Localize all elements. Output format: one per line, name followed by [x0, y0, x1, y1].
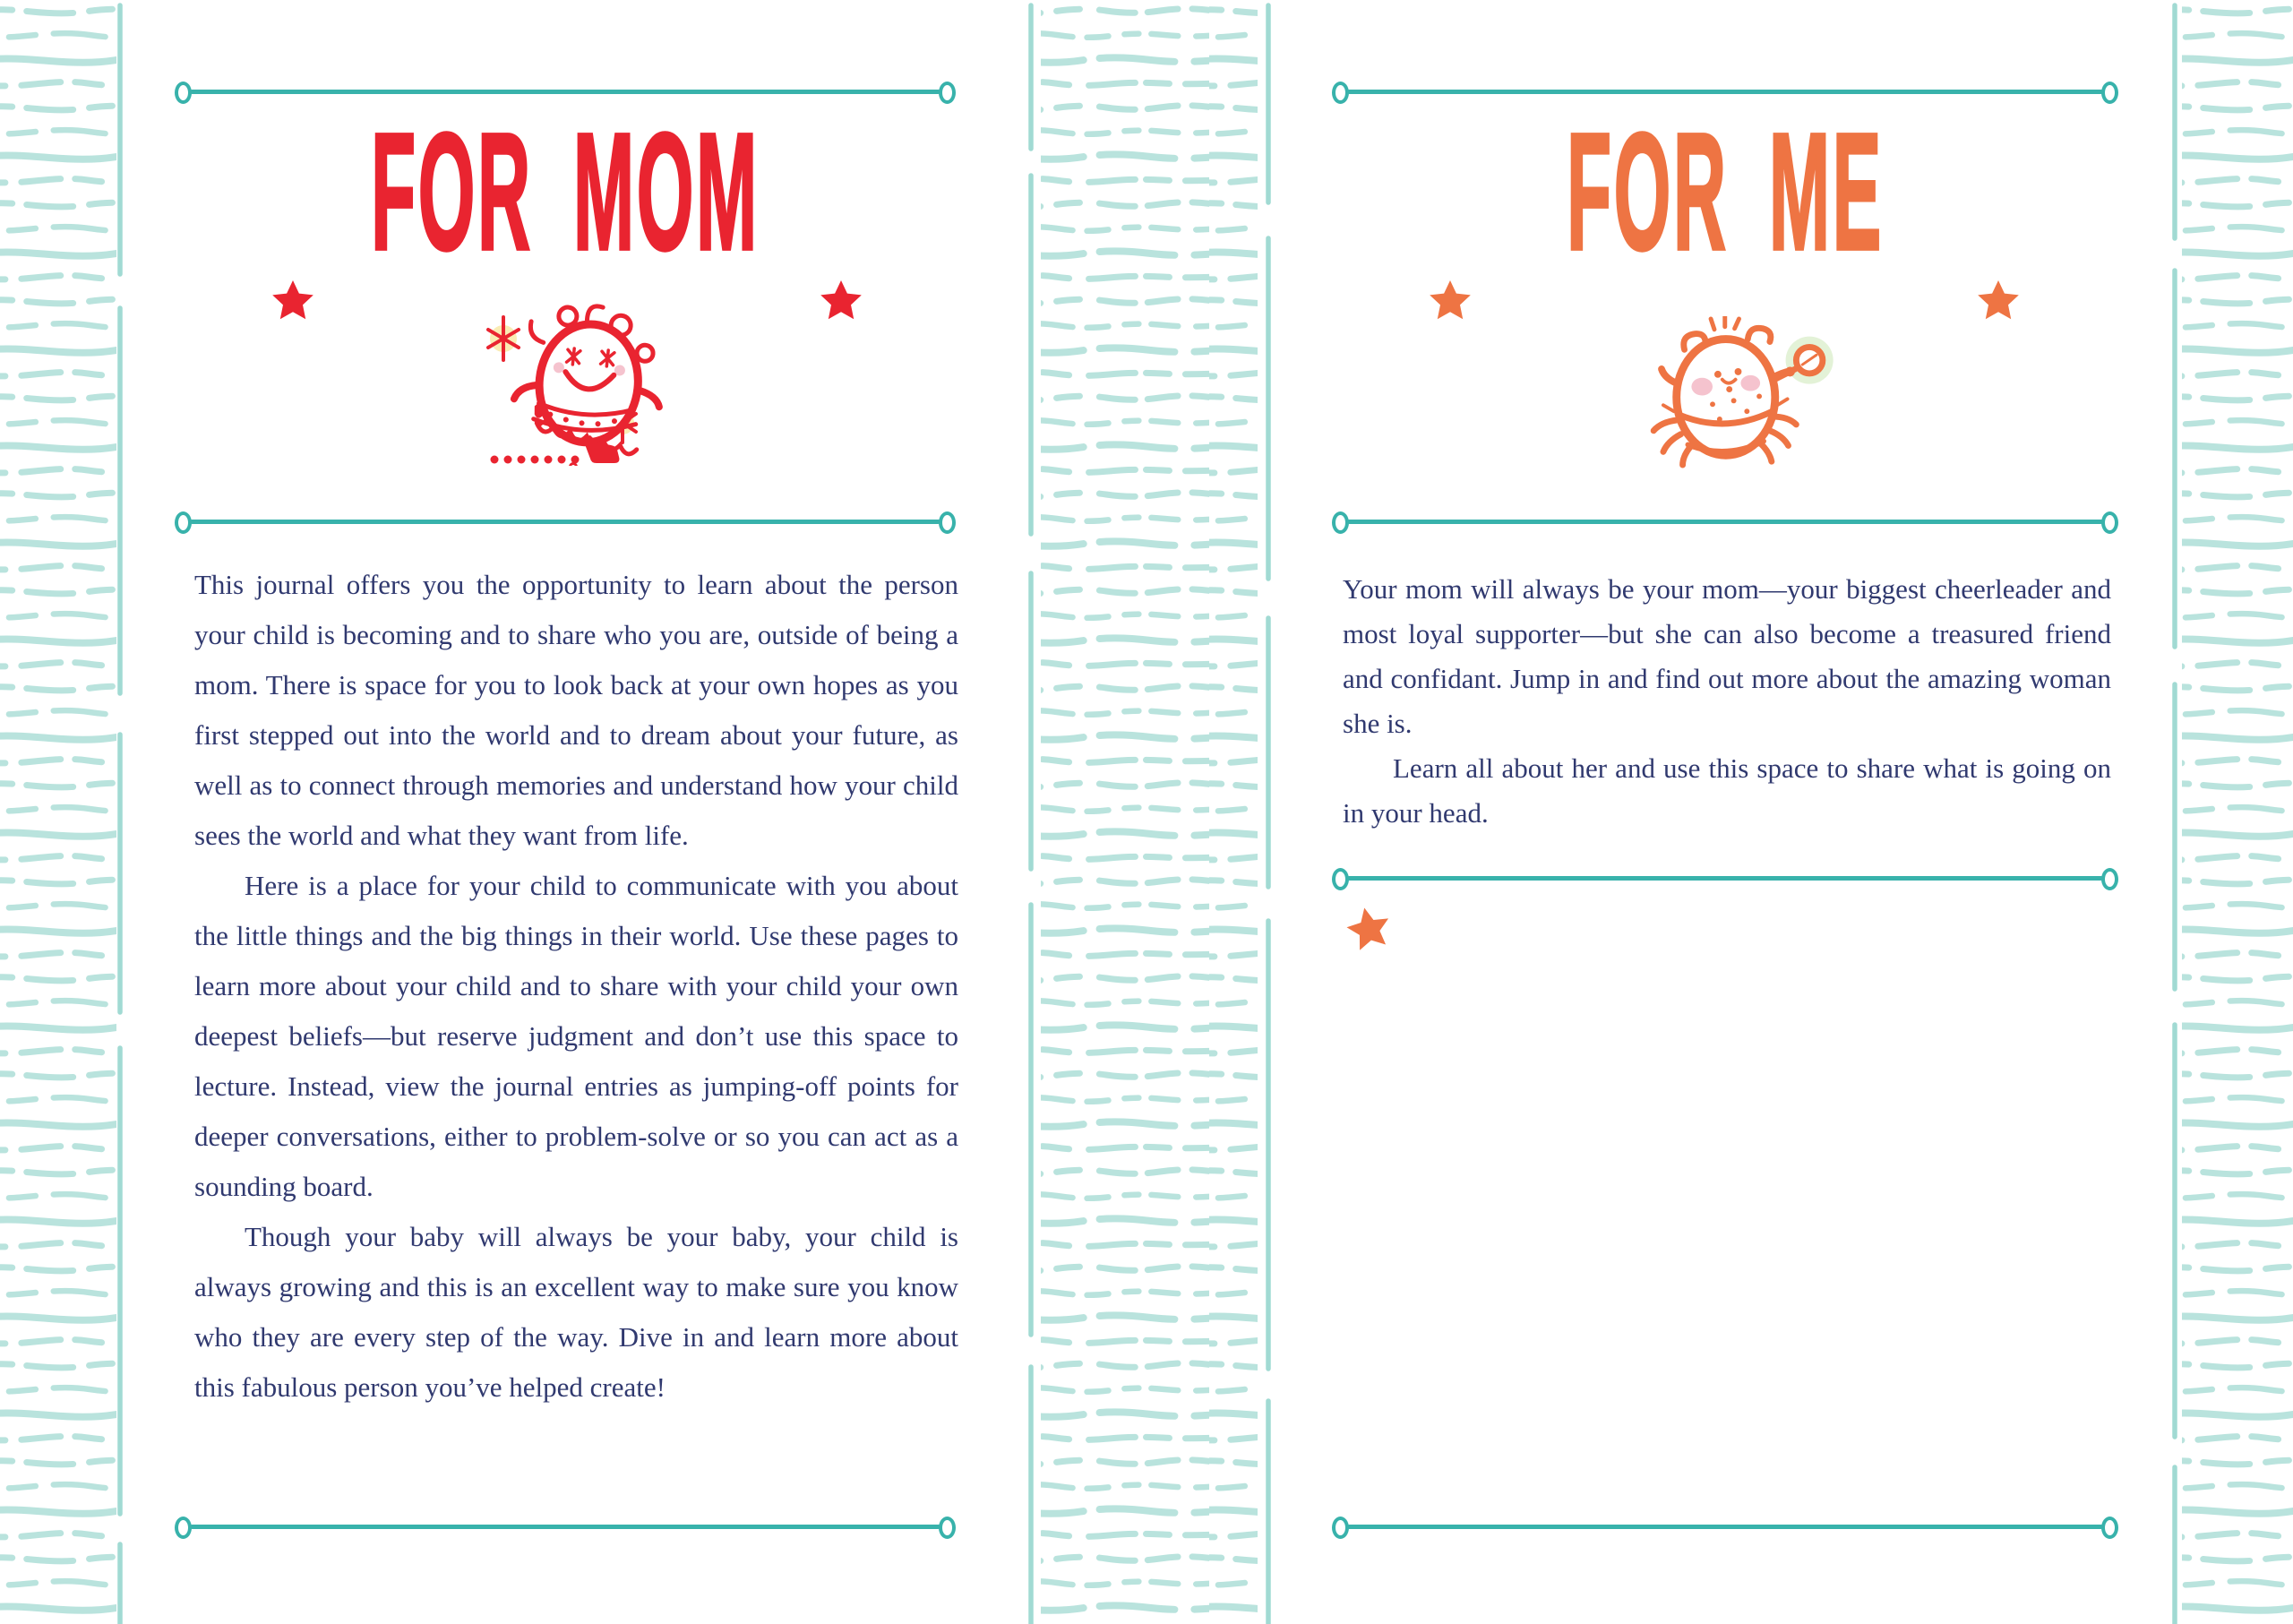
divider-rule-top: [1347, 90, 2103, 94]
star-icon: [820, 279, 862, 321]
divider-rule-mid: [1347, 520, 2103, 524]
star-icon: [1978, 279, 2019, 321]
right-page: [1336, 0, 2114, 1624]
trail-dots: [491, 456, 580, 464]
paragraph: Though your baby will always be your baby, your child is always growing and this is an excellent way to make sure you know who they are every step of the way. Dive in and learn more about this fabulous person you’ve helped create!: [194, 1221, 958, 1403]
star-icon: [272, 279, 313, 321]
divider-rule-bottom: [1347, 1525, 2103, 1529]
paragraph: This journal offers you the opportunity to learn about the person your child is becoming and to share who you are, outside of being a mom. There is space for you to look back at your own hopes as you first stepped out into the world and to dream about your future, as well as to connect through memories and understand how your child sees the world and what they want from life.: [194, 569, 958, 851]
divider-rule-entry: [1347, 876, 2103, 881]
skating-monster-illustration: [482, 296, 706, 466]
left-page: [179, 0, 958, 1624]
page-title: FOR ME: [1567, 99, 1884, 286]
paragraph: Here is a place for your child to communicate with you about the little things and the big things in their world. Use these pages to learn more about your child and to share with your child your own deepest beliefs—but reserve judgment and don’t use this space to lecture. Instead, view the journal entries as jumping-off points for deeper conversations, either to problem-solve or so you can act as a sounding board.: [194, 870, 958, 1202]
divider-rule-bottom: [190, 1525, 940, 1529]
right-border-texture: [2175, 0, 2293, 1624]
gutter-texture: [1031, 0, 1268, 1624]
paragraph: Your mom will always be your mom—your biggest cheerleader and most loyal supporter—but she can also become a treasured friend and confidant. Jump in and find out more about the amazing woman she is.: [1343, 573, 2111, 739]
page-title: FOR MOM: [371, 99, 760, 286]
left-border-texture: [0, 0, 120, 1624]
intro-text: [1343, 567, 2111, 836]
divider-rule-mid: [190, 520, 940, 524]
sparkle-icon: [488, 317, 519, 360]
intro-text: [194, 560, 958, 1413]
divider-rule-top: [190, 90, 940, 94]
title-row: [1336, 99, 2114, 286]
baby-monster-illustration: [1635, 316, 1842, 470]
star-icon-accent: [1344, 903, 1395, 954]
paragraph: Learn all about her and use this space to share what is going on in your head.: [1343, 752, 2111, 829]
title-row: [179, 99, 951, 286]
monster-hand: [1785, 367, 1795, 377]
star-icon: [1430, 279, 1471, 321]
